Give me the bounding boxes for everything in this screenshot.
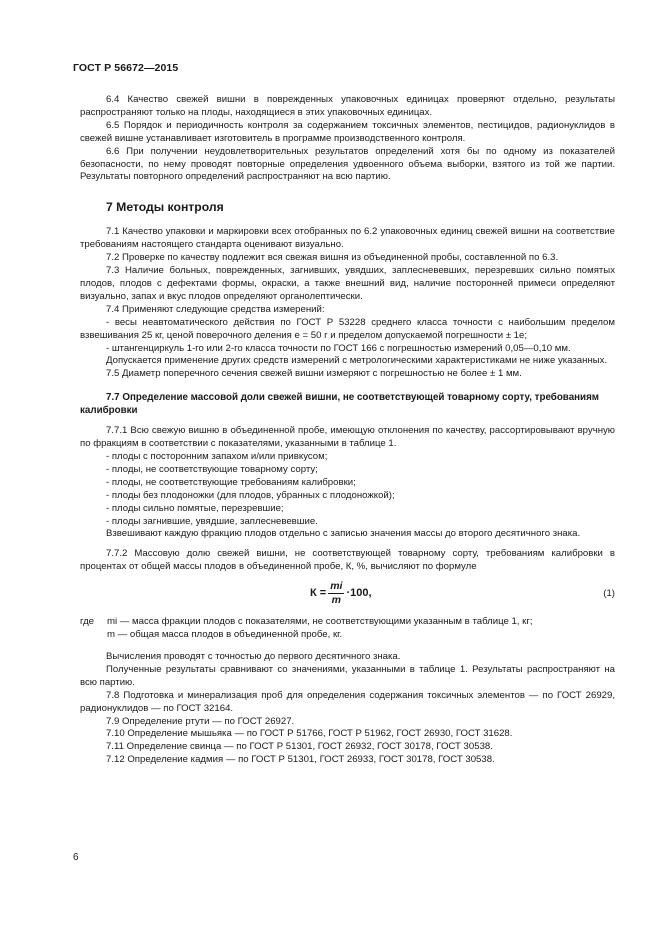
paragraph-7-4: 7.4 Применяют следующие средства измерений: [106,303,325,315]
paragraph-7-11: 7.11 Определение свинца — по ГОСТ Р 51301, ГОСТ 26932, ГОСТ 30178, ГОСТ 30538. [106,741,493,753]
paragraph-7-4-caliper: - штангенциркуль 1-го или 2-го класса точности по ГОСТ 166 с погрешностью измерений 0,05—0,10 мм. [106,342,571,354]
formula-lhs: К = [310,587,327,600]
paragraph-7-5: 7.5 Диаметр поперечного сечения свежей вишни измеряют с погрешностью не более ± 1 мм. [106,368,522,380]
paragraph-7-1: 7.1 Качество упаковки и маркировки всех отобранных по 6.2 упаковочных единиц свежей вишни на соответствие требованиям настоящего стандарта оценивают визуально. [80,226,615,251]
formula-1 [80,578,615,612]
paragraph-weigh: Взвешивают каждую фракцию плодов отдельно с записью значения массы до второго десятичного знака. [106,528,581,540]
list-item: - плоды без плодоножки (для плодов, убранных с плодоножкой); [106,489,395,501]
paragraph-6-4: 6.4 Качество свежей вишни в поврежденных упаковочных единицах проверяют отдельно, результаты распространяют только на плоды, находящиеся в этих упаковочных единицах. [80,94,615,118]
paragraph-6-5: 6.5 Порядок и периодичность контроля за содержанием токсичных элементов, пестицидов, радионуклидов в свежей вишне устанавливает изготовитель в программе производственного контроля. [80,119,615,144]
formula-fraction [328,580,344,607]
formula-numerator: mi [330,580,343,593]
paragraph-precision: Вычисления проводят с точностью до первого десятичного знака. [106,651,401,662]
paragraph-7-7-1: 7.7.1 Всю свежую вишню в объединенной пробе, имеющую отклонения по качеству, рассортировывают вручную по фракциям в соответствии с показателями, указанными в таблице 1. [80,425,615,450]
list-item: - плоды, не соответствующие товарному сорту; [106,463,318,475]
paragraph-6-6: 6.6 При получении неудовлетворительных результатов определений хотя бы по одному из показателей безопасности, по нему проводят повторные определения удвоенного объема выборки, взятого из той же партии. Результаты повторного определений распространяют на всю партию. [80,145,615,183]
paragraph-7-4-allowed: Допускается применение других средств измерений с метрологическими характеристиками не ниже указанных. [106,355,608,367]
paragraph-7-3: 7.3 Наличие больных, поврежденных, загнивших, увядших, заплесневевших, перезревших сильно помятых плодов, плодов с дефектами формы, окраски, а также внешний вид, наличие посторонней примеси определяют визуально, запах и вкус плодов определяют органолептически. [80,265,615,302]
list-item: - плоды, не соответствующие требованиям калибровки; [106,476,356,488]
list-item: - плоды загнившие, увядшие, заплесневевшие. [106,515,318,527]
list-item: - плоды с посторонним запахом и/или привкусом; [106,451,328,463]
standard-header: ГОСТ Р 56672—2015 [73,62,179,74]
formula-expression [310,580,372,607]
list-item: - плоды сильно помятые, перезревшие; [106,502,284,514]
where-label: где [80,616,95,628]
where-mi: mi — масса фракции плодов с показателями, не соответствующими указанным в таблице 1, кг; [107,616,533,628]
formula-number: (1) [603,588,615,600]
section-7-7-title: 7.7 Определение массовой доли свежей вишни, не соответствующей товарному сорту, требованиям калибровки [80,392,600,417]
paragraph-7-2: 7.2 Проверке по качеству подлежит вся свежая вишня из объединенной пробы, составленной по 6.3. [106,252,559,264]
formula-rhs: ·100, [346,587,372,600]
where-m: m — общая масса плодов в объединенной пробе, кг. [107,629,343,641]
paragraph-7-8: 7.8 Подготовка и минерализация проб для определения содержания токсичных элементов — по ГОСТ 26929, радионуклидов — по ГОСТ 32164. [80,689,615,714]
paragraph-7-12: 7.12 Определение кадмия — по ГОСТ Р 51301, ГОСТ 26933, ГОСТ 30178, ГОСТ 30538. [106,754,495,766]
paragraph-7-10: 7.10 Определение мышьяка — по ГОСТ Р 51766, ГОСТ Р 51962, ГОСТ 26930, ГОСТ 31628. [106,728,513,740]
formula-denominator: m [331,594,341,607]
paragraph-7-4-scales: - весы неавтоматического действия по ГОСТ Р 53228 среднего класса точности с наибольшим пределом взвешивания 25 кг, ценой поверочного деления е = 50 г и пределом допускаемой погрешности ± 1е; [80,316,615,341]
document-body [80,94,615,767]
paragraph-7-9: 7.9 Определение ртути — по ГОСТ 26927. [106,715,295,727]
section-7-title: 7 Методы контроля [106,200,224,215]
page-number: 6 [73,852,79,863]
paragraph-compare: Полученные результаты сравнивают со значениями, указанными в таблице 1. Результаты распространяют на всю партию. [80,663,615,688]
formula-legend-1 [80,616,615,629]
paragraph-7-7-2: 7.7.2 Массовую долю свежей вишни, не соответствующей товарному сорту, требованиям калибровки в процентах от общей массы плодов в объединенной пробе, К, %, вычисляют по формуле [80,548,615,573]
